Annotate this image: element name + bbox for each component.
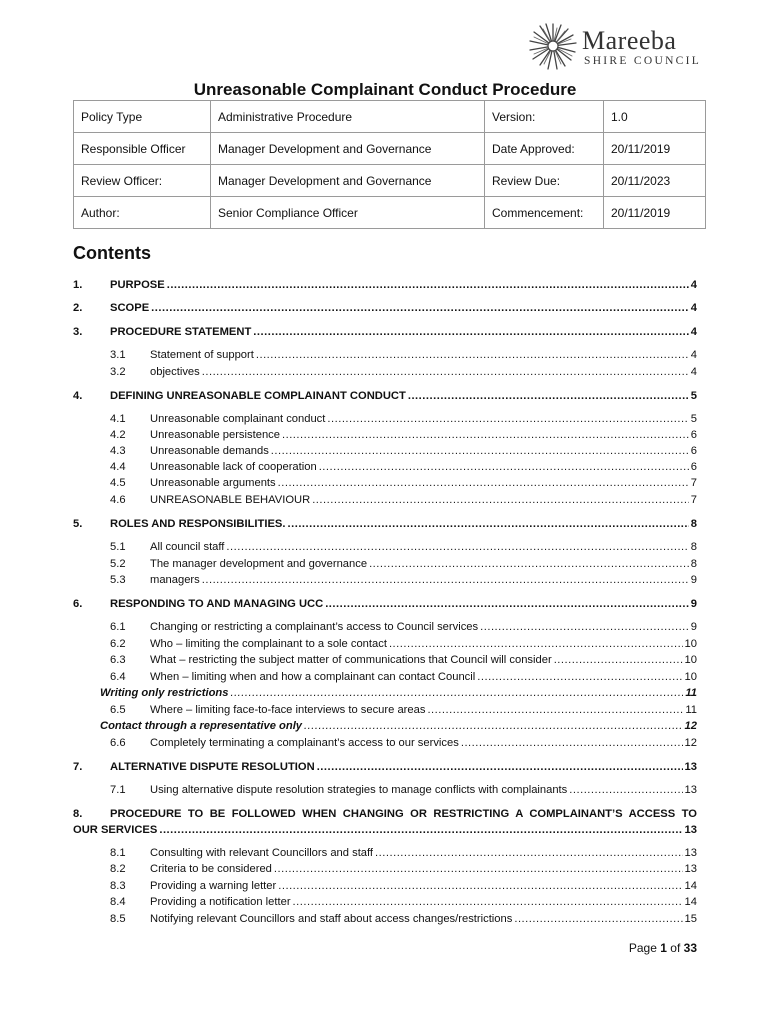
toc-entry-page: 10 — [684, 654, 697, 666]
toc-entry-title: Unreasonable demands — [150, 445, 269, 457]
toc-entry-number: 8. — [73, 808, 83, 820]
toc-entry-title: ALTERNATIVE DISPUTE RESOLUTION — [110, 761, 315, 773]
page-footer — [629, 941, 697, 955]
toc-entry-page: 4 — [690, 366, 697, 378]
toc-entry-heading — [73, 807, 697, 821]
toc-entry-number: 4.3 — [110, 445, 126, 457]
toc-entry-number: 6.3 — [110, 654, 126, 666]
toc-entry-link[interactable] — [73, 597, 697, 611]
toc-dot-leader — [427, 703, 683, 717]
toc-entry-title: The manager development and governance — [150, 558, 368, 570]
toc-entry-title: Writing only restrictions — [100, 687, 229, 699]
toc-entry-title: Criteria to be considered — [150, 863, 272, 875]
toc-entry-page: 10 — [684, 671, 697, 683]
toc-entry-link[interactable] — [110, 365, 697, 379]
toc-dot-leader — [278, 879, 682, 893]
toc-entry-page: 13 — [684, 863, 697, 875]
toc-entry-link[interactable] — [110, 540, 697, 554]
toc-dot-leader — [375, 846, 683, 860]
toc-entry-link[interactable] — [110, 444, 697, 458]
toc-entry-page: 9 — [690, 574, 697, 586]
table-cell: Manager Development and Governance — [211, 133, 485, 165]
toc-dot-leader — [202, 365, 689, 379]
toc-dot-leader — [325, 597, 689, 611]
toc-entry-page: 4 — [690, 302, 697, 314]
toc-entry-title: What – restricting the subject matter of communications that Council will consider — [150, 654, 552, 666]
toc-entry-title: Completely terminating a complainant’s access to our services — [150, 737, 459, 749]
toc-entry-title: DEFINING UNREASONABLE COMPLAINANT CONDUCT — [110, 390, 406, 402]
toc-entry-link[interactable] — [73, 389, 697, 403]
toc-entry-link[interactable] — [110, 476, 697, 490]
toc-entry-title: Who – limiting the complainant to a sole contact — [150, 638, 387, 650]
toc-entry-page: 13 — [684, 824, 697, 836]
document-title: Unreasonable Complainant Conduct Procedure — [193, 80, 577, 99]
toc-entry-page: 5 — [690, 390, 697, 402]
toc-entry-link[interactable] — [110, 703, 697, 717]
toc-entry-title: PROCEDURE STATEMENT — [110, 326, 252, 338]
toc-entry-link[interactable] — [110, 348, 697, 362]
toc-entry-page: 9 — [690, 598, 697, 610]
toc-dot-leader — [408, 389, 689, 403]
toc-dot-leader — [461, 736, 683, 750]
toc-entry-link[interactable] — [73, 823, 697, 837]
toc-dot-leader — [304, 719, 683, 733]
toc-entry-number: 6.5 — [110, 704, 126, 716]
toc-entry-link[interactable] — [110, 653, 697, 667]
toc-entry-number: 8.1 — [110, 847, 126, 859]
toc-entry-number: 2. — [73, 302, 83, 314]
toc-entry-title: Where – limiting face-to-face interviews to secure areas — [150, 704, 426, 716]
toc-entry-title: SCOPE — [110, 302, 150, 314]
table-cell: Administrative Procedure — [211, 101, 485, 133]
toc-dot-leader — [230, 686, 683, 700]
toc-dot-leader — [288, 517, 689, 531]
toc-dot-leader — [274, 862, 683, 876]
table-cell: 20/11/2019 — [604, 133, 706, 165]
toc-dot-leader — [151, 301, 689, 315]
toc-dot-leader — [202, 573, 689, 587]
toc-entry-number: 4.6 — [110, 494, 126, 506]
toc-entry-number: 4.2 — [110, 429, 126, 441]
toc-entry-page: 7 — [690, 477, 697, 489]
toc-entry-link[interactable] — [110, 620, 697, 634]
table-cell: Version: — [485, 101, 604, 133]
contents-heading: Contents — [73, 243, 151, 263]
toc-entry-page: 10 — [684, 638, 697, 650]
toc-entry-number: 6.2 — [110, 638, 126, 650]
table-cell: 1.0 — [604, 101, 706, 133]
toc-dot-leader — [167, 278, 689, 292]
toc-entry-page: 14 — [684, 896, 697, 908]
toc-entry-title: Unreasonable persistence — [150, 429, 280, 441]
toc-entry-number: 5.2 — [110, 558, 126, 570]
toc-entry-page: 13 — [684, 847, 697, 859]
toc-entry-link[interactable] — [110, 460, 697, 474]
toc-entry-link[interactable] — [110, 637, 697, 651]
toc-entry-number: 8.5 — [110, 913, 126, 925]
toc-dot-leader — [514, 912, 682, 926]
toc-entry-link[interactable] — [110, 783, 697, 797]
table-cell: Policy Type — [74, 101, 211, 133]
table-cell: Responsible Officer — [74, 133, 211, 165]
toc-entry-title: Contact through a representative only — [100, 720, 303, 732]
toc-dot-leader — [271, 444, 689, 458]
toc-entry-title: UNREASONABLE BEHAVIOUR — [150, 494, 311, 506]
toc-entry-number: 4.1 — [110, 413, 126, 425]
toc-dot-leader — [389, 637, 683, 651]
toc-dot-leader — [327, 412, 688, 426]
toc-entry-link[interactable] — [110, 879, 697, 893]
toc-entry-number: 8.4 — [110, 896, 126, 908]
toc-entry-page: 11 — [685, 687, 697, 699]
toc-entry-page: 6 — [690, 445, 697, 457]
toc-entry-title: All council staff — [150, 541, 225, 553]
table-cell: 20/11/2023 — [604, 165, 706, 197]
toc-entry-title: Unreasonable arguments — [150, 477, 276, 489]
logo-name: Mareeba — [582, 26, 677, 55]
toc-entry-link[interactable] — [110, 493, 697, 507]
toc-entry-number: 3. — [73, 326, 83, 338]
toc-entry-link[interactable] — [73, 325, 697, 339]
toc-dot-leader — [256, 348, 689, 362]
toc-entry-link[interactable] — [110, 846, 697, 860]
toc-entry-number: 5. — [73, 518, 83, 530]
toc-entry-number: 6.6 — [110, 737, 126, 749]
footer-page-total: 33 — [683, 941, 697, 955]
toc-entry-page: 11 — [685, 704, 697, 716]
toc-entry-number: 5.3 — [110, 574, 126, 586]
toc-entry-link[interactable] — [73, 517, 697, 531]
toc-entry-page: 13 — [684, 784, 697, 796]
toc-entry-page: 4 — [690, 279, 697, 291]
table-cell: Review Due: — [485, 165, 604, 197]
logo-subtitle: SHIRE COUNCIL — [584, 55, 702, 67]
toc-dot-leader — [554, 653, 683, 667]
toc-dot-leader — [317, 760, 683, 774]
table-cell: 20/11/2019 — [604, 197, 706, 229]
toc-entry-number: 3.1 — [110, 349, 126, 361]
toc-entry-number: 8.2 — [110, 863, 126, 875]
toc-entry-link[interactable] — [110, 912, 697, 926]
toc-entry-title: Providing a warning letter — [150, 880, 277, 892]
toc-entry-link[interactable] — [110, 412, 697, 426]
footer-page-number: 1 — [660, 941, 667, 955]
toc-entry-link[interactable] — [110, 557, 697, 571]
toc-entry-page: 4 — [690, 349, 697, 361]
toc-entry-page: 14 — [684, 880, 697, 892]
toc-entry-number: 6.1 — [110, 621, 126, 633]
footer-page-prefix: Page — [628, 941, 657, 955]
toc-entry-page: 6 — [690, 429, 697, 441]
table-cell: Senior Compliance Officer — [211, 197, 485, 229]
table-cell: Date Approved: — [485, 133, 604, 165]
table-cell: Author: — [74, 197, 211, 229]
toc-entry-link[interactable] — [110, 862, 697, 876]
toc-entry-title: Providing a notification letter — [150, 896, 291, 908]
toc-entry-title: OUR SERVICES — [73, 824, 158, 836]
toc-entry-page: 5 — [690, 413, 697, 425]
toc-dot-leader — [477, 670, 682, 684]
toc-entry-title: managers — [150, 574, 200, 586]
toc-entry-title: Statement of support — [150, 349, 254, 361]
toc-dot-leader — [293, 895, 683, 909]
toc-entry-page: 15 — [684, 913, 697, 925]
toc-entry-page: 4 — [690, 326, 697, 338]
toc-entry-title: Using alternative dispute resolution strategies to manage conflicts with complainants — [150, 784, 568, 796]
toc-dot-leader — [253, 325, 688, 339]
toc-entry-title: Notifying relevant Councillors and staff about access changes/restrictions — [150, 913, 513, 925]
toc-entry-page: 12 — [684, 720, 697, 732]
toc-dot-leader — [312, 493, 689, 507]
table-cell: Review Officer: — [74, 165, 211, 197]
table-cell: Commencement: — [485, 197, 604, 229]
toc-entry-title: Consulting with relevant Councillors and staff — [150, 847, 374, 859]
toc-entry-number: 1. — [73, 279, 83, 291]
toc-entry-number: 8.3 — [110, 880, 126, 892]
toc-entry-title: Changing or restricting a complainant’s access to Council services — [150, 621, 479, 633]
toc-entry-link[interactable] — [110, 736, 697, 750]
footer-of: of — [670, 941, 681, 955]
toc-entry-number: 4.5 — [110, 477, 126, 489]
toc-entry-link[interactable] — [73, 278, 697, 292]
toc-dot-leader — [369, 557, 689, 571]
toc-entry-link[interactable] — [110, 895, 697, 909]
toc-entry-page: 6 — [690, 461, 697, 473]
toc-entry-link[interactable] — [100, 719, 697, 733]
toc-entry-page: 9 — [690, 621, 697, 633]
toc-entry-page: 8 — [690, 558, 697, 570]
toc-entry-link[interactable] — [110, 670, 697, 684]
toc-entry-page: 13 — [684, 761, 697, 773]
toc-dot-leader — [480, 620, 689, 634]
toc-entry-link[interactable] — [100, 686, 697, 700]
toc-entry-page: 8 — [690, 518, 697, 530]
toc-dot-leader — [569, 783, 682, 797]
toc-entry-title: Unreasonable complainant conduct — [150, 413, 326, 425]
toc-entry-title: RESPONDING TO AND MANAGING UCC — [110, 598, 324, 610]
toc-entry-link[interactable] — [73, 760, 697, 774]
toc-entry-number: 6. — [73, 598, 83, 610]
toc-entry-page: 8 — [690, 541, 697, 553]
toc-entry-number: 4. — [73, 390, 83, 402]
toc-entry-link[interactable] — [110, 573, 697, 587]
toc-dot-leader — [278, 476, 689, 490]
toc-dot-leader — [319, 460, 689, 474]
toc-entry-page: 7 — [690, 494, 697, 506]
toc-dot-leader — [226, 540, 688, 554]
table-cell: Manager Development and Governance — [211, 165, 485, 197]
toc-entry-number: 5.1 — [110, 541, 126, 553]
toc-entry-number: 7.1 — [110, 784, 126, 796]
toc-entry-number: 3.2 — [110, 366, 126, 378]
toc-entry-link[interactable] — [73, 301, 697, 315]
toc-entry-title: PROCEDURE TO BE FOLLOWED WHEN CHANGING OR RESTRICTING A COMPLAINANT’S ACCESS TO — [110, 808, 697, 820]
toc-entry-title: ROLES AND RESPONSIBILITIES. — [110, 518, 286, 530]
toc-entry-title: When – limiting when and how a complainant can contact Council — [150, 671, 476, 683]
toc-dot-leader — [282, 428, 689, 442]
toc-entry-title: Unreasonable lack of cooperation — [150, 461, 317, 473]
toc-entry-number: 4.4 — [110, 461, 126, 473]
toc-entry-link[interactable] — [110, 428, 697, 442]
toc-dot-leader — [159, 823, 682, 837]
toc-entry-number: 6.4 — [110, 671, 126, 683]
toc-entry-number: 7. — [73, 761, 83, 773]
toc-entry-title: PURPOSE — [110, 279, 165, 291]
toc-entry-page: 12 — [684, 737, 697, 749]
toc-entry-title: objectives — [150, 366, 200, 378]
